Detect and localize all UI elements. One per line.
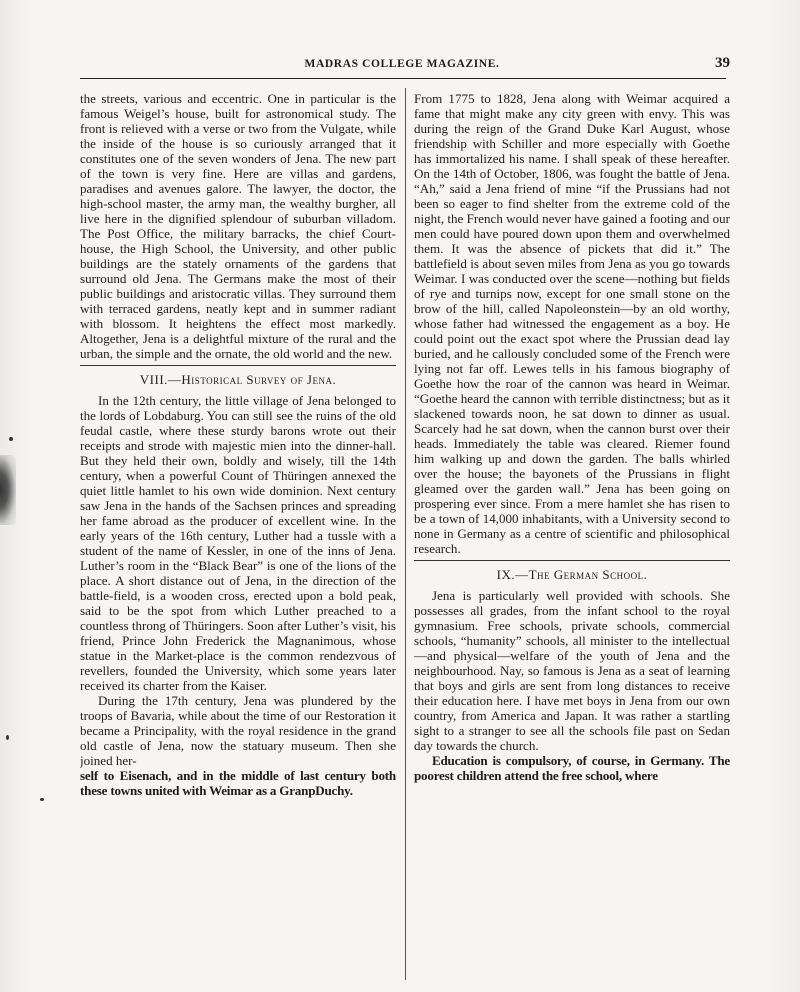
paragraph: the streets, various and eccentric. One in particular is the famous Weigel’s house, built for astronomical study. The front is relieved with a verse or two from the Vulgate, while the inside of the house is so curiously arranged that it constitutes one of the seven wonders of Jena. The new part of the town is very fine. Here are villas and gardens, paradises and avenues galore. The lawyer, the doctor, the high-school master, the army man, the wealthy burgher, all live here in the dignified splendour of suburban villadom. The Post Office, the military barracks, the chief Court-house, the High School, the University, and other public buildings are the stately ornaments of the gardens that surround old Jena. The Germans make the most of their public buildings and aristocratic villas. They surround them with terraced gardens, neatly kept and in summer radiant with blossom. It heightens the effect most markedly. Altogether, Jena is a delightful mixture of the rural and the urban, the simple and the ornate, the old world and the new. <box>80 91 396 361</box>
paragraph: In the 12th century, the little village of Jena belonged to the lords of Lobdaburg. You can still see the ruins of the old feudal castle, where these sturdy barons wrote out their receipts and strode with majestic mien into the dinner-hall. But they held their own, boldly and wisely, till the 14th century, when a powerful Count of Thüringen annexed the quiet little hamlet to his own wide dominion. Next century saw Jena in the hands of the Sachsen princes and spreading her fame abroad as the producer of excellent wine. In the early years of the 16th century, Luther had a tussle with a student of the name of Kessler, in one of the inns of Jena. Luther’s room in the “Black Bear” is one of the lions of the place. A short distance out of Jena, in the direction of the battle-field, is a wooden cross, erected upon a bold peak, said to be the spot from which Luther preached to a countless throng of Thüringers. Soon after Luther’s visit, his friend, Prince John Frederick the Magnanimous, whose statue in the Market-place is the common rendezvous of revellers, founded the University, which some years later received its charter from the Kaiser. <box>80 393 396 693</box>
left-column <box>80 91 396 983</box>
paragraph: Jena is particularly well provided with schools. She possesses all grades, from the infant school to the royal gymnasium. Free schools, private schools, commercial schools, “humanity” schools, all minister to the intellectual—and physical—welfare of the youth of Jena and the neighbourhood. Nay, so famous is Jena as a seat of learning that boys and girls are sent from long distances to receive their education here. I have met boys in Jena from our own country, from America and Japan. It was rather a startling sight to a stranger to see all the schools file past on Sedan day towards the church. <box>414 588 730 753</box>
section-rule <box>414 560 730 561</box>
section-number: VIII.— <box>139 372 182 387</box>
page-header <box>82 55 730 74</box>
page-stain <box>0 455 16 525</box>
page-speck <box>9 437 13 441</box>
section-rule <box>80 365 396 366</box>
section-title: Historical Survey of Jena. <box>181 372 337 387</box>
section-heading <box>414 567 730 582</box>
page-speck <box>40 798 44 801</box>
section-heading <box>80 372 396 387</box>
page-number: 39 <box>715 55 730 71</box>
section-number: IX.— <box>496 567 529 582</box>
page-speck <box>6 735 9 740</box>
paragraph: During the 17th century, Jena was plundered by the troops of Bavaria, while about the time of our Restoration it became a Principality, with the royal residence in the grand old castle of Jena, now the statuary museum. Then she joined her- <box>80 693 396 768</box>
paragraph: From 1775 to 1828, Jena along with Weimar acquired a fame that might make any city green with envy. This was during the reign of the Grand Duke Karl August, whose friendship with Schiller and more especially with Goethe has immortalized his name. I shall speak of these hereafter. On the 14th of October, 1806, was fought the battle of Jena. “Ah,” said a Jena friend of mine “if the Prussians had not been so eager to find shelter from the extreme cold of the night, the French would never have gained a footing and our men could have poured down upon them and overwhelmed them. It was the absence of pickets that did it.” The battlefield is about seven miles from Jena as you go towards Weimar. I was conducted over the scene—nothing but fields of rye and turnips now, except for one small stone on the brow of the hill, called Napoleonstein—by an old worthy, whose father had witnessed the engagement as a boy. He could point out the exact spot where the Prussian dead lay buried, and he callously concluded some of the French were lying not far off. Lewes tells in his famous biography of Goethe how the roar of the cannon was heard in Weimar. “Goethe heard the cannon with terrible distinctness; but as it slackened towards noon, he sat down to dinner as usual. Scarcely had he sat down, when the cannon burst over their heads. Immediately the table was cleared. Riemer found him walking up and down the garden. The balls whirled over the house; the bayonets of the Prussians in flight gleamed over the garden wall.” Jena has been going on prospering ever since. From a mere hamlet she has risen to be a town of 14,000 inhabitants, with a University second to none in Germany as a centre of scientific and philosophical research. <box>414 91 730 556</box>
paragraph-bold: self to Eisenach, and in the middle of last century both these towns united with Weimar as a GranpDuchy. <box>80 768 396 798</box>
right-column <box>414 91 730 983</box>
running-head: MADRAS COLLEGE MAGAZINE. <box>304 58 500 70</box>
column-divider <box>405 88 406 980</box>
header-rule <box>80 78 726 79</box>
paragraph-bold: Education is compulsory, of course, in Germany. The poorest children attend the free school, where <box>414 753 730 783</box>
section-title: The German School. <box>528 567 648 582</box>
